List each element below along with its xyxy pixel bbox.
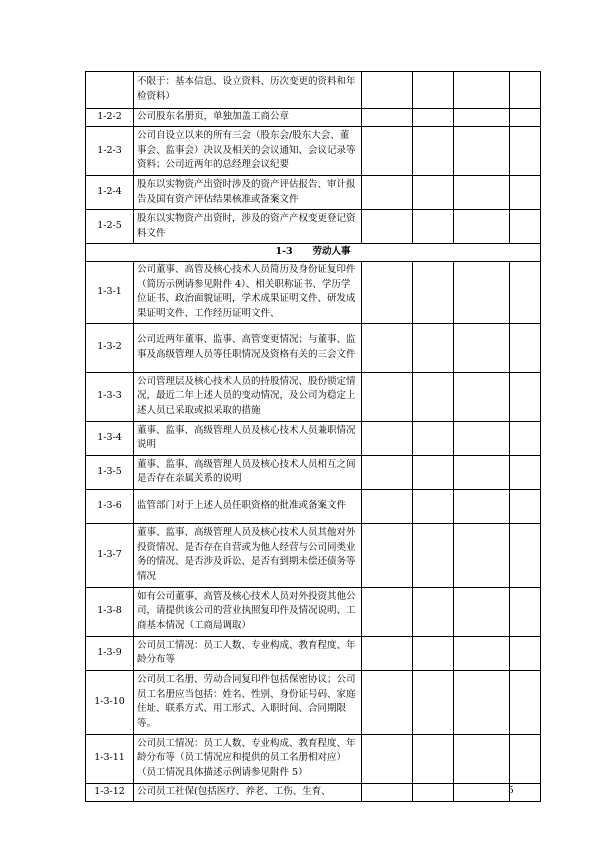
row-text: 监管部门对于上述人员任职资格的批准或备案文件 — [134, 489, 362, 523]
row-number: 1-2-4 — [86, 176, 134, 210]
row-text: 公司员工名册、劳动合同复印件包括保密协议；公司员工名册应当包括：姓名、性别、身份证号码、家庭住址、联系方式、用工形式、入职时间、合同期限等。 — [134, 670, 362, 734]
empty-cell — [362, 72, 413, 109]
empty-cell — [510, 523, 541, 587]
page-number: 5 — [508, 786, 514, 796]
empty-cell — [454, 109, 510, 127]
empty-cell — [362, 587, 413, 636]
row-text: 公司员工情况：员工人数、专业构成、教育程度、年龄分布等 — [134, 636, 362, 670]
empty-cell — [510, 72, 541, 109]
row-number: 1-3-12 — [86, 783, 134, 801]
empty-cell — [362, 636, 413, 670]
empty-cell — [362, 109, 413, 127]
empty-cell — [362, 210, 413, 244]
table-row — [86, 323, 541, 372]
empty-cell — [413, 670, 454, 734]
empty-cell — [454, 455, 510, 489]
empty-cell — [510, 176, 541, 210]
row-number: 1-2-3 — [86, 127, 134, 176]
empty-cell — [510, 587, 541, 636]
row-text: 如有公司董事、高管及核心技术人员对外投资其他公司，请提供该公司的营业执照复印件及情况说明、工商基本情况（工商局调取） — [134, 587, 362, 636]
section-number: 1-3 — [275, 246, 293, 257]
table-row — [86, 261, 541, 323]
empty-cell — [413, 783, 454, 801]
empty-cell — [454, 670, 510, 734]
row-text: 公司董事、高管及核心技术人员简历及身份证复印件（简历示例请参见附件 4）、相关职称证书、学历学位证书、政治面貌证明，学术成果证明文件、研发成果证明文件、工作经历证明文件、 — [134, 261, 362, 323]
row-text: 公司股东名册页，单独加盖工商公章 — [134, 109, 362, 127]
empty-cell — [510, 127, 541, 176]
row-number: 1-3-9 — [86, 636, 134, 670]
row-number: 1-3-7 — [86, 523, 134, 587]
empty-cell — [510, 210, 541, 244]
empty-cell — [362, 670, 413, 734]
empty-cell — [413, 587, 454, 636]
empty-cell — [510, 734, 541, 783]
empty-cell — [510, 261, 541, 323]
table-row — [86, 176, 541, 210]
empty-cell — [413, 176, 454, 210]
empty-cell — [362, 176, 413, 210]
empty-cell — [413, 210, 454, 244]
row-text: 董事、监事、高级管理人员及核心技术人员兼职情况说明 — [134, 421, 362, 455]
row-text: 公司自设立以来的所有三会（股东会/股东大会、董事会、监事会）决议及相关的会议通知、会议记录等资料；公司近两年的总经理会议纪要 — [134, 127, 362, 176]
empty-cell — [454, 421, 510, 455]
document-table — [85, 71, 541, 802]
empty-cell — [454, 734, 510, 783]
empty-cell — [454, 489, 510, 523]
row-text: 不限于：基本信息、设立资料、历次变更的资料和年检资料） — [134, 72, 362, 109]
empty-cell — [413, 455, 454, 489]
empty-cell — [454, 127, 510, 176]
row-text: 公司管理层及核心技术人员的持股情况、股份锁定情况，最近二年上述人员的变动情况，及公司为稳定上述人员已采取或拟采取的措施 — [134, 372, 362, 421]
table-row — [86, 670, 541, 734]
empty-cell — [510, 421, 541, 455]
row-number: 1-3-2 — [86, 323, 134, 372]
empty-cell — [454, 323, 510, 372]
row-text: 公司员工社保(包括医疗、养老、工伤、生育、 — [134, 783, 362, 801]
empty-cell — [362, 261, 413, 323]
section-header — [86, 244, 541, 262]
empty-cell — [413, 372, 454, 421]
empty-cell — [362, 127, 413, 176]
section-header-row — [86, 244, 541, 262]
section-title: 劳动人事 — [312, 246, 351, 257]
empty-cell — [413, 489, 454, 523]
table-row — [86, 636, 541, 670]
table-row — [86, 210, 541, 244]
empty-cell — [362, 783, 413, 801]
empty-cell — [362, 523, 413, 587]
empty-cell — [413, 127, 454, 176]
row-number: 1-3-5 — [86, 455, 134, 489]
empty-cell — [413, 261, 454, 323]
empty-cell — [362, 323, 413, 372]
row-number: 1-3-8 — [86, 587, 134, 636]
row-text: 股东以实物资产出资时涉及的资产评估报告、审计报告及国有资产评估结果核准或备案文件 — [134, 176, 362, 210]
row-text: 公司员工情况：员工人数、专业构成、教育程度、年龄分布等（员工情况应和提供的员工名册相对应）（员工情况具体描述示例请参见附件 5） — [134, 734, 362, 783]
empty-cell — [413, 72, 454, 109]
row-number: 1-3-6 — [86, 489, 134, 523]
row-text: 董事、监事、高级管理人员及核心技术人员其他对外投资情况、是否存在自营或为他人经营与公司同类业务的情况、是否涉及诉讼、是否有到期未偿还债务等情况 — [134, 523, 362, 587]
table-row — [86, 72, 541, 109]
table-row — [86, 127, 541, 176]
empty-cell — [454, 636, 510, 670]
empty-cell — [510, 372, 541, 421]
empty-cell — [362, 421, 413, 455]
empty-cell — [454, 72, 510, 109]
table-row — [86, 109, 541, 127]
row-text: 股东以实物资产出资时，涉及的资产产权变更登记资料文件 — [134, 210, 362, 244]
table-row — [86, 455, 541, 489]
empty-cell — [510, 783, 541, 801]
table-row — [86, 734, 541, 783]
empty-cell — [413, 636, 454, 670]
empty-cell — [362, 372, 413, 421]
empty-cell — [362, 489, 413, 523]
row-number: 1-2-2 — [86, 109, 134, 127]
empty-cell — [413, 421, 454, 455]
table-row — [86, 783, 541, 801]
row-number: 1-3-3 — [86, 372, 134, 421]
empty-cell — [510, 323, 541, 372]
row-number — [86, 72, 134, 109]
empty-cell — [454, 783, 510, 801]
row-number: 1-3-1 — [86, 261, 134, 323]
empty-cell — [454, 176, 510, 210]
row-text: 董事、监事、高级管理人员及核心技术人员相互之间是否存在亲属关系的说明 — [134, 455, 362, 489]
table-row — [86, 421, 541, 455]
row-number: 1-3-11 — [86, 734, 134, 783]
row-text: 公司近两年董事、监事、高管变更情况；与董事、监事及高级管理人员等任职情况及资格有关的三会文件 — [134, 323, 362, 372]
empty-cell — [510, 489, 541, 523]
table-row — [86, 523, 541, 587]
empty-cell — [413, 323, 454, 372]
empty-cell — [454, 523, 510, 587]
empty-cell — [454, 372, 510, 421]
empty-cell — [454, 587, 510, 636]
table-row — [86, 587, 541, 636]
empty-cell — [413, 734, 454, 783]
empty-cell — [510, 109, 541, 127]
empty-cell — [362, 734, 413, 783]
empty-cell — [413, 523, 454, 587]
empty-cell — [510, 455, 541, 489]
empty-cell — [454, 210, 510, 244]
table-row — [86, 372, 541, 421]
row-number: 1-3-4 — [86, 421, 134, 455]
empty-cell — [454, 261, 510, 323]
empty-cell — [362, 455, 413, 489]
table-row — [86, 489, 541, 523]
empty-cell — [510, 636, 541, 670]
row-number: 1-2-5 — [86, 210, 134, 244]
empty-cell — [413, 109, 454, 127]
empty-cell — [510, 670, 541, 734]
row-number: 1-3-10 — [86, 670, 134, 734]
